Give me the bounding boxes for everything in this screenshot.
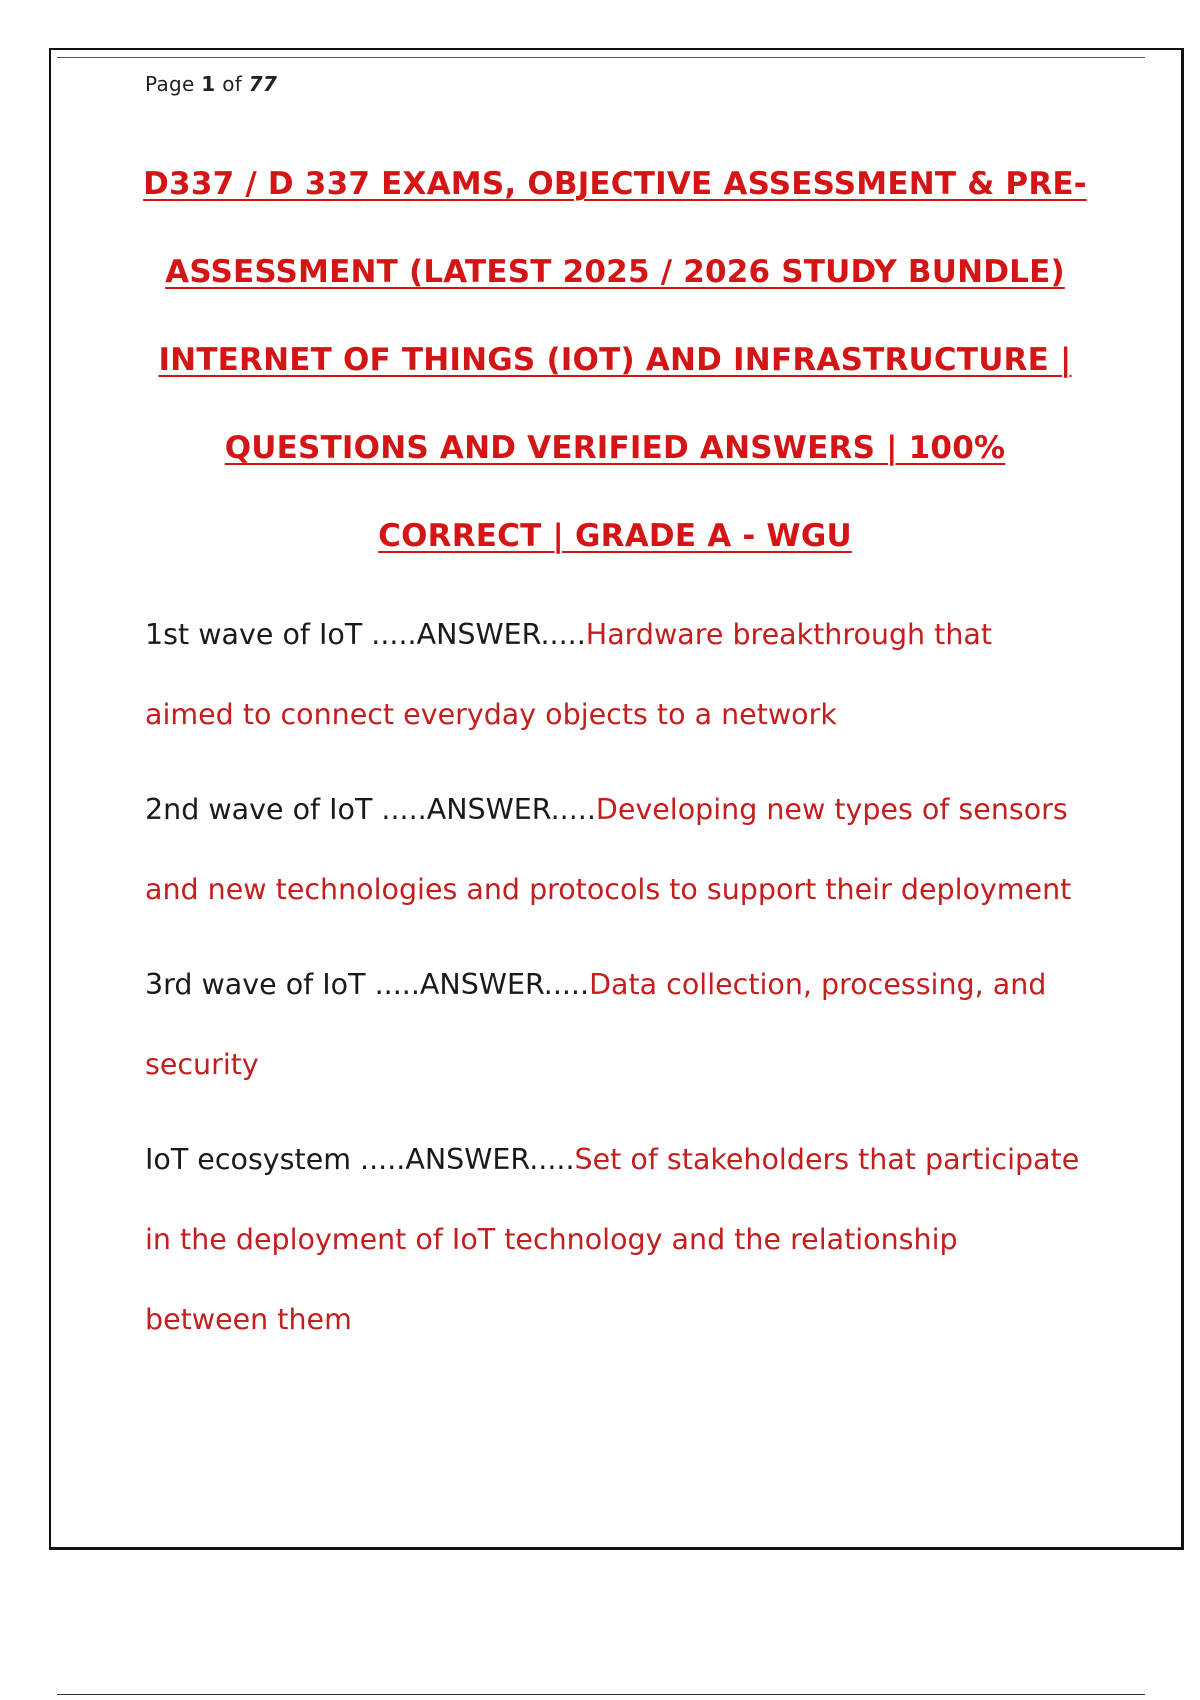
- title-line: CORRECT | GRADE A - WGU: [378, 518, 852, 554]
- page-current: 1: [201, 72, 216, 96]
- qa-answer: Hardware breakthrough that: [585, 618, 993, 651]
- title-line: QUESTIONS AND VERIFIED ANSWERS | 100%: [224, 430, 1006, 466]
- qa-first-line: [145, 595, 1085, 675]
- page-of-label: of: [222, 72, 243, 96]
- footer-rule: [57, 1694, 1145, 1695]
- qa-first-line: [145, 945, 1085, 1025]
- qa-answer: Developing new types of sensors: [595, 793, 1068, 826]
- page-label: Page: [145, 72, 195, 96]
- qa-answer-continued: and new technologies and protocols to support their deployment: [145, 873, 1072, 906]
- qa-list: [145, 595, 1085, 1375]
- qa-answer-continued: in the deployment of IoT technology and the relationship: [145, 1223, 958, 1256]
- qa-item: [145, 1120, 1085, 1360]
- qa-term: 2nd wave of IoT: [145, 793, 382, 826]
- title-line: ASSESSMENT (LATEST 2025 / 2026 STUDY BUNDLE): [165, 254, 1065, 290]
- answer-marker: .....ANSWER.....: [360, 1143, 575, 1176]
- qa-answer-continued: between them: [145, 1303, 352, 1336]
- answer-marker: .....ANSWER.....: [381, 793, 596, 826]
- page-number: [145, 72, 277, 96]
- qa-answer: Set of stakeholders that participate: [574, 1143, 1080, 1176]
- qa-item: [145, 770, 1085, 930]
- title-line: INTERNET OF THINGS (IOT) AND INFRASTRUCTURE |: [158, 342, 1072, 378]
- answer-marker: .....ANSWER.....: [374, 968, 590, 1001]
- qa-item: [145, 945, 1085, 1105]
- qa-first-line: [145, 1120, 1085, 1200]
- qa-term: IoT ecosystem: [145, 1143, 361, 1176]
- qa-answer: Data collection, processing, and: [589, 968, 1047, 1001]
- answer-marker: .....ANSWER.....: [371, 618, 586, 651]
- document-title: [130, 140, 1100, 580]
- qa-item: [145, 595, 1085, 755]
- qa-first-line: [145, 770, 1085, 850]
- qa-answer-continued: aimed to connect everyday objects to a network: [145, 698, 837, 731]
- qa-term: 1st wave of IoT: [145, 618, 372, 651]
- title-line: D337 / D 337 EXAMS, OBJECTIVE ASSESSMENT & PRE-: [143, 166, 1087, 202]
- page-total: 77: [248, 72, 278, 96]
- qa-answer-continued: security: [145, 1048, 259, 1081]
- qa-term: 3rd wave of IoT: [145, 968, 375, 1001]
- header-rule: [57, 57, 1145, 58]
